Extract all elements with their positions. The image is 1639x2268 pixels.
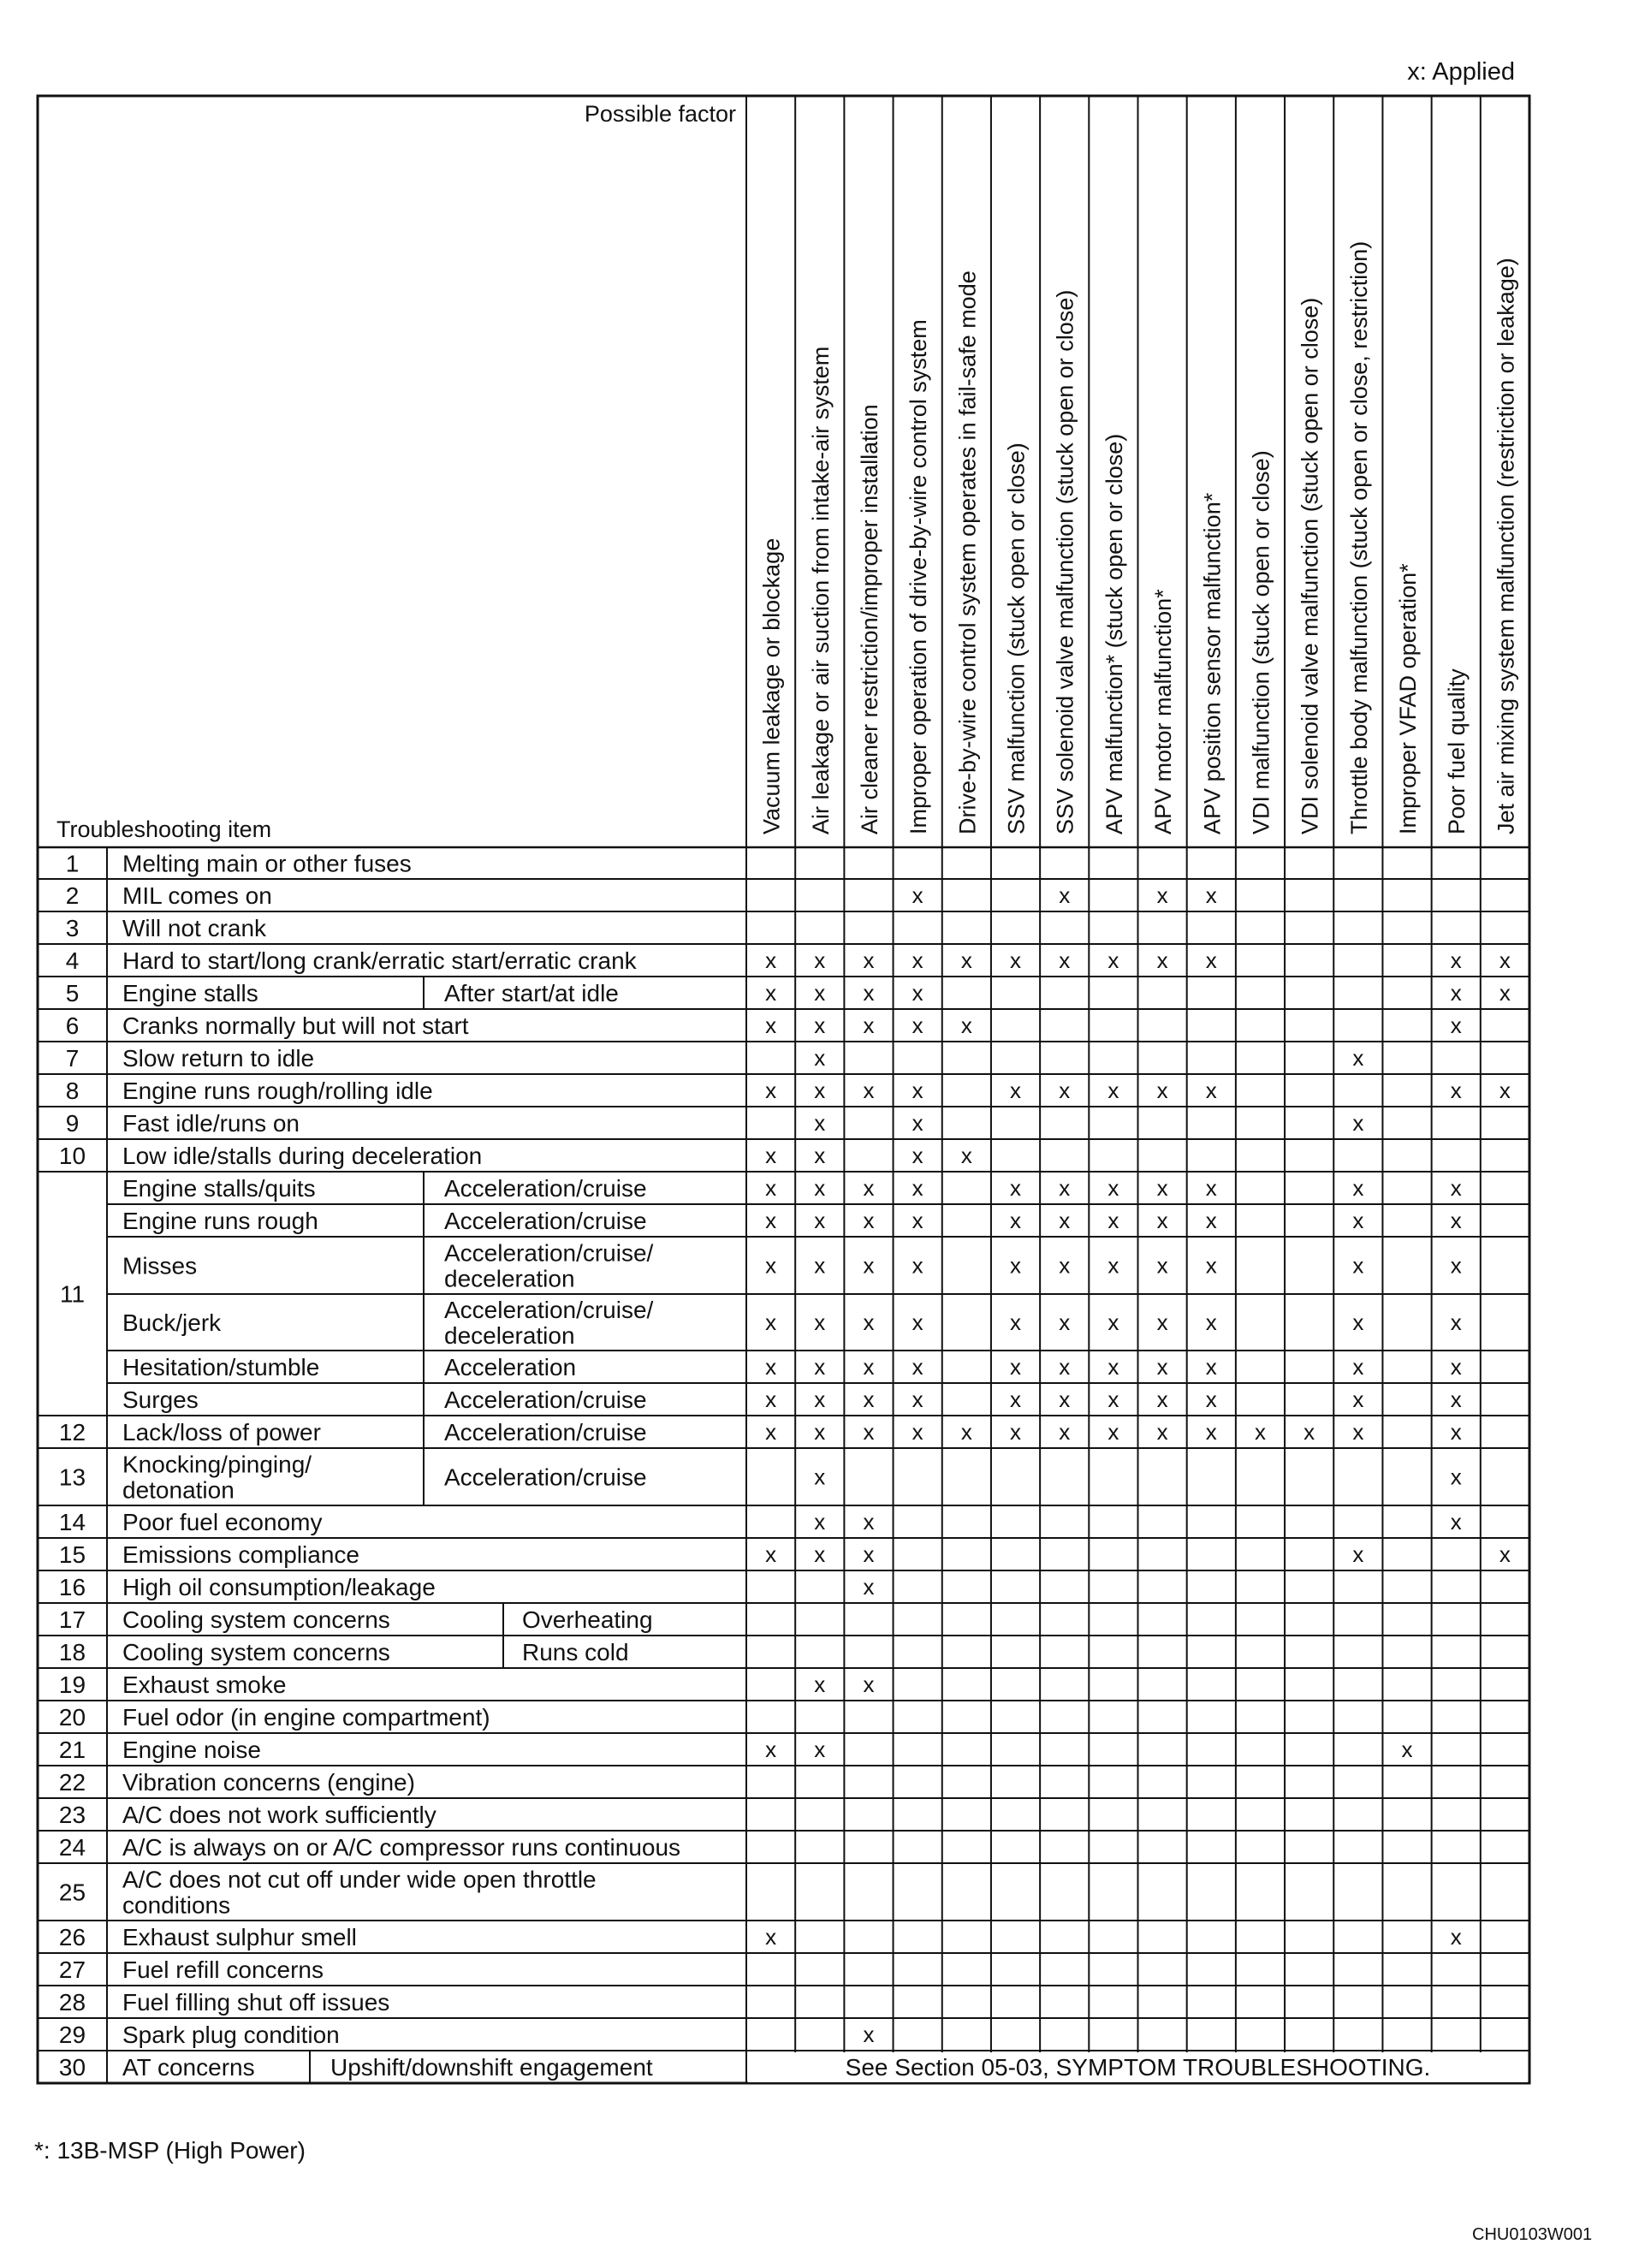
applied-mark: x [863,1208,875,1233]
applied-mark: x [814,1012,826,1038]
factor-header: Throttle body malfunction (stuck open or close, restriction) [1345,240,1372,834]
symptom-text: Cooling system concerns [122,1639,390,1665]
item-number: 30 [58,2054,86,2081]
applied-mark: x [814,1464,826,1490]
applied-mark: x [863,1309,875,1335]
applied-mark: x [960,1143,972,1168]
condition-text: Acceleration [444,1354,577,1380]
symptom-text: High oil consumption/leakage [122,1574,436,1600]
applied-mark: x [1108,1208,1119,1233]
applied-mark: x [1499,980,1511,1006]
applied-mark: x [765,1309,777,1335]
applied-mark: x [1010,1419,1022,1445]
applied-mark: x [1450,1386,1462,1412]
applied-mark: x [1450,947,1462,973]
applied-mark: x [912,1208,923,1233]
applied-mark: x [1352,1541,1364,1567]
applied-mark: x [912,1354,923,1380]
symptom-text: Engine runs rough [122,1208,318,1234]
applied-mark: x [1059,1354,1071,1380]
applied-mark: x [1059,947,1071,973]
applied-mark: x [912,1252,923,1279]
applied-mark: x [1108,1175,1119,1201]
applied-mark: x [1450,1924,1462,1950]
applied-mark: x [765,1208,777,1233]
factor-header: Poor fuel quality [1444,668,1470,834]
factor-header: Jet air mixing system malfunction (restriction or leakage) [1493,258,1519,834]
applied-mark: x [1108,947,1119,973]
applied-mark: x [1205,1419,1217,1445]
symptom-text: Hard to start/long crank/erratic start/erratic crank [122,947,637,974]
applied-mark: x [1156,1309,1168,1335]
condition-text: deceleration [444,1322,575,1349]
applied-mark: x [912,1012,923,1038]
factor-header: Air cleaner restriction/improper installation [856,404,882,834]
condition-text: Acceleration/cruise [444,1386,647,1413]
applied-mark: x [863,1541,875,1567]
applied-mark: x [1059,1386,1071,1412]
see-section-note: See Section 05-03, SYMPTOM TROUBLESHOOTING. [845,2054,1431,2081]
applied-mark: x [1205,1175,1217,1201]
applied-mark: x [1108,1252,1119,1279]
applied-mark: x [863,1354,875,1380]
symptom-text: Spark plug condition [122,2022,340,2048]
symptom-text: Engine runs rough/rolling idle [122,1078,433,1104]
condition-text: Overheating [522,1606,653,1633]
applied-mark: x [814,1045,826,1071]
factor-header: SSV malfunction (stuck open or close) [1003,442,1030,834]
applied-mark: x [1156,1252,1168,1279]
symptom-text: Surges [122,1386,199,1413]
applied-mark: x [814,1541,826,1567]
applied-mark: x [863,1012,875,1038]
symptom-text: Will not crank [122,915,267,941]
symptom-text: Melting main or other fuses [122,850,412,877]
applied-mark: x [814,1509,826,1535]
item-number: 21 [58,1737,86,1763]
applied-mark: x [912,1419,923,1445]
symptom-text: Poor fuel economy [122,1509,323,1535]
applied-mark: x [1205,1208,1217,1233]
applied-mark: x [1010,1175,1022,1201]
item-number: 8 [65,1078,80,1104]
applied-mark: x [765,1541,777,1567]
item-number: 1 [65,850,80,877]
factor-header: Drive-by-wire control system operates in fail-safe mode [954,270,981,834]
applied-mark: x [1450,1354,1462,1380]
applied-mark: x [1352,1175,1364,1201]
applied-mark: x [765,1175,777,1201]
symptom-text: Exhaust smoke [122,1671,287,1698]
applied-mark: x [1352,1386,1364,1412]
applied-mark: x [765,1252,777,1279]
item-number: 18 [58,1639,86,1665]
applied-mark: x [1205,1252,1217,1279]
applied-mark: x [765,1354,777,1380]
symptom-text: Hesitation/stumble [122,1354,320,1380]
factor-header: Air leakage or air suction from intake-air system [807,346,834,834]
applied-mark: x [1205,1354,1217,1380]
item-number: 5 [65,980,80,1006]
factor-header: APV position sensor malfunction* [1199,492,1226,834]
symptom-text: detonation [122,1476,235,1504]
troubleshooting-item-label: Troubleshooting item [56,816,272,842]
symptom-text: Cranks normally but will not start [122,1012,469,1039]
legend-applied: x: Applied [1407,58,1515,86]
symptom-text: Engine noise [122,1737,261,1763]
item-number: 28 [58,1989,86,2016]
condition-text: Upshift/downshift engagement [330,2054,653,2081]
applied-mark: x [1059,1309,1071,1335]
applied-mark: x [814,1143,826,1168]
applied-mark: x [912,1386,923,1412]
applied-mark: x [1401,1737,1413,1762]
applied-mark: x [1205,1078,1217,1103]
applied-mark: x [1450,1509,1462,1535]
condition-text: Acceleration/cruise [444,1175,647,1202]
applied-mark: x [814,1419,826,1445]
applied-mark: x [863,1509,875,1535]
applied-mark: x [912,1078,923,1103]
applied-mark: x [765,947,777,973]
item-number: 27 [58,1956,86,1983]
applied-mark: x [1352,1045,1364,1071]
applied-mark: x [1156,1419,1168,1445]
applied-mark: x [1205,1309,1217,1335]
condition-text: deceleration [444,1265,575,1292]
applied-mark: x [1303,1419,1315,1445]
applied-mark: x [1450,1175,1462,1201]
applied-mark: x [1010,1252,1022,1279]
symptom-text: Misses [122,1252,198,1279]
applied-mark: x [1499,1078,1511,1103]
applied-mark: x [1010,1078,1022,1103]
item-number: 22 [58,1769,86,1796]
symptom-text: A/C is always on or A/C compressor runs continuous [122,1834,681,1861]
applied-mark: x [863,1175,875,1201]
applied-mark: x [814,1208,826,1233]
applied-mark: x [1352,1252,1364,1279]
applied-mark: x [1010,1354,1022,1380]
applied-mark: x [814,1175,826,1201]
applied-mark: x [1156,1175,1168,1201]
applied-mark: x [1450,1309,1462,1335]
item-number: 9 [65,1110,80,1137]
symptom-text: Engine stalls/quits [122,1175,316,1202]
applied-mark: x [765,1386,777,1412]
factor-header: APV motor malfunction* [1150,589,1177,834]
applied-mark: x [1156,1354,1168,1380]
factor-header: APV malfunction* (stuck open or close) [1101,433,1127,834]
applied-mark: x [765,1143,777,1168]
item-number: 17 [58,1606,86,1633]
item-number: 10 [58,1143,86,1169]
item-number: 23 [58,1802,86,1828]
applied-mark: x [814,947,826,973]
applied-mark: x [814,980,826,1006]
applied-mark: x [1499,1541,1511,1567]
applied-mark: x [1156,1386,1168,1412]
factor-header: SSV solenoid valve malfunction (stuck open or close) [1052,289,1078,834]
applied-mark: x [960,1012,972,1038]
applied-mark: x [1108,1078,1119,1103]
applied-mark: x [814,1252,826,1279]
applied-mark: x [814,1671,826,1697]
applied-mark: x [1156,947,1168,973]
applied-mark: x [1254,1419,1266,1445]
condition-text: Acceleration/cruise/ [444,1239,654,1267]
applied-mark: x [1352,1309,1364,1335]
applied-mark: x [1010,1309,1022,1335]
item-number: 14 [58,1509,86,1535]
applied-mark: x [1450,1464,1462,1490]
applied-mark: x [1205,882,1217,908]
applied-mark: x [1010,1386,1022,1412]
symptom-text: A/C does not work sufficiently [122,1802,436,1828]
applied-mark: x [765,1737,777,1762]
factor-header: Vacuum leakage or blockage [758,537,785,834]
applied-mark: x [814,1354,826,1380]
applied-mark: x [1352,1419,1364,1445]
applied-mark: x [960,947,972,973]
applied-mark: x [1450,1252,1462,1279]
symptom-text: Fuel odor (in engine compartment) [122,1704,490,1731]
applied-mark: x [912,1110,923,1136]
item-number: 29 [58,2022,86,2048]
applied-mark: x [1059,1175,1071,1201]
item-number: 11 [59,1280,86,1308]
symptom-text: Fast idle/runs on [122,1110,300,1137]
applied-mark: x [1108,1309,1119,1335]
item-number: 26 [58,1924,86,1950]
applied-mark: x [1450,1419,1462,1445]
applied-mark: x [765,1012,777,1038]
applied-mark: x [814,1386,826,1412]
condition-text: Runs cold [522,1639,629,1665]
applied-mark: x [814,1110,826,1136]
symptom-text: Vibration concerns (engine) [122,1769,415,1796]
symptom-text: Cooling system concerns [122,1606,390,1633]
applied-mark: x [1108,1354,1119,1380]
factor-header: Improper VFAD operation* [1395,563,1422,834]
condition-text: Acceleration/cruise [444,1464,647,1491]
item-number: 19 [58,1671,86,1698]
applied-mark: x [1059,882,1071,908]
item-number: 3 [65,915,80,941]
possible-factor-label: Possible factor [584,101,736,127]
footnote: *: 13B-MSP (High Power) [34,2137,306,2164]
applied-mark: x [1108,1419,1119,1445]
applied-mark: x [1352,1354,1364,1380]
applied-mark: x [863,980,875,1006]
applied-mark: x [863,1419,875,1445]
item-number: 15 [58,1541,86,1568]
applied-mark: x [1205,1386,1217,1412]
applied-mark: x [1450,1012,1462,1038]
applied-mark: x [1352,1208,1364,1233]
item-number: 25 [58,1879,86,1906]
factor-header: VDI malfunction (stuck open or close) [1248,450,1274,834]
symptom-text: MIL comes on [122,882,272,909]
symptom-text: AT concerns [122,2054,255,2081]
applied-mark: x [912,1309,923,1335]
applied-mark: x [765,980,777,1006]
applied-mark: x [912,882,923,908]
symptom-text: Slow return to idle [122,1045,315,1072]
applied-mark: x [863,2022,875,2047]
item-number: 4 [65,947,80,974]
applied-mark: x [863,947,875,973]
condition-text: Acceleration/cruise/ [444,1297,654,1323]
applied-mark: x [814,1309,826,1335]
applied-mark: x [863,1386,875,1412]
applied-mark: x [863,1252,875,1279]
symptom-text: Fuel filling shut off issues [122,1989,390,2016]
applied-mark: x [814,1078,826,1103]
symptom-text: Buck/jerk [122,1309,222,1336]
symptom-text: Lack/loss of power [122,1419,321,1446]
applied-mark: x [912,1175,923,1201]
figure-code: CHU0103W001 [1472,2225,1593,2244]
symptom-text: Exhaust sulphur smell [122,1924,357,1950]
condition-text: Acceleration/cruise [444,1419,647,1446]
condition-text: Acceleration/cruise [444,1208,647,1234]
symptom-text: Knocking/pinging/ [122,1451,312,1478]
applied-mark: x [1010,947,1022,973]
applied-mark: x [863,1574,875,1600]
applied-mark: x [1450,980,1462,1006]
applied-mark: x [1499,947,1511,973]
applied-mark: x [1059,1252,1071,1279]
applied-mark: x [1450,1208,1462,1233]
applied-mark: x [912,1143,923,1168]
item-number: 20 [58,1704,86,1731]
item-number: 13 [58,1464,86,1491]
applied-mark: x [1059,1208,1071,1233]
item-number: 6 [65,1012,80,1039]
symptom-text: Emissions compliance [122,1541,359,1568]
factor-header: Improper operation of drive-by-wire control system [906,319,932,834]
applied-mark: x [1059,1078,1071,1103]
symptom-text: conditions [122,1891,231,1919]
item-number: 16 [58,1574,86,1600]
applied-mark: x [1450,1078,1462,1103]
symptom-text: Low idle/stalls during deceleration [122,1143,483,1169]
factor-header: VDI solenoid valve malfunction (stuck open or close) [1297,297,1323,834]
applied-mark: x [863,1078,875,1103]
applied-mark: x [814,1737,826,1762]
applied-mark: x [765,1924,777,1950]
applied-mark: x [1010,1208,1022,1233]
condition-text: After start/at idle [444,980,619,1006]
item-number: 2 [65,882,80,909]
applied-mark: x [863,1671,875,1697]
applied-mark: x [912,980,923,1006]
applied-mark: x [1108,1386,1119,1412]
applied-mark: x [1156,1208,1168,1233]
applied-mark: x [960,1419,972,1445]
applied-mark: x [765,1078,777,1103]
symptom-text: Engine stalls [122,980,258,1006]
applied-mark: x [1205,947,1217,973]
item-number: 7 [65,1045,80,1072]
item-number: 12 [58,1419,86,1446]
applied-mark: x [1156,882,1168,908]
symptom-text: A/C does not cut off under wide open throttle [122,1866,597,1893]
item-number: 24 [58,1834,86,1861]
symptom-text: Fuel refill concerns [122,1956,324,1983]
applied-mark: x [1156,1078,1168,1103]
applied-mark: x [765,1419,777,1445]
applied-mark: x [912,947,923,973]
applied-mark: x [1059,1419,1071,1445]
applied-mark: x [1352,1110,1364,1136]
